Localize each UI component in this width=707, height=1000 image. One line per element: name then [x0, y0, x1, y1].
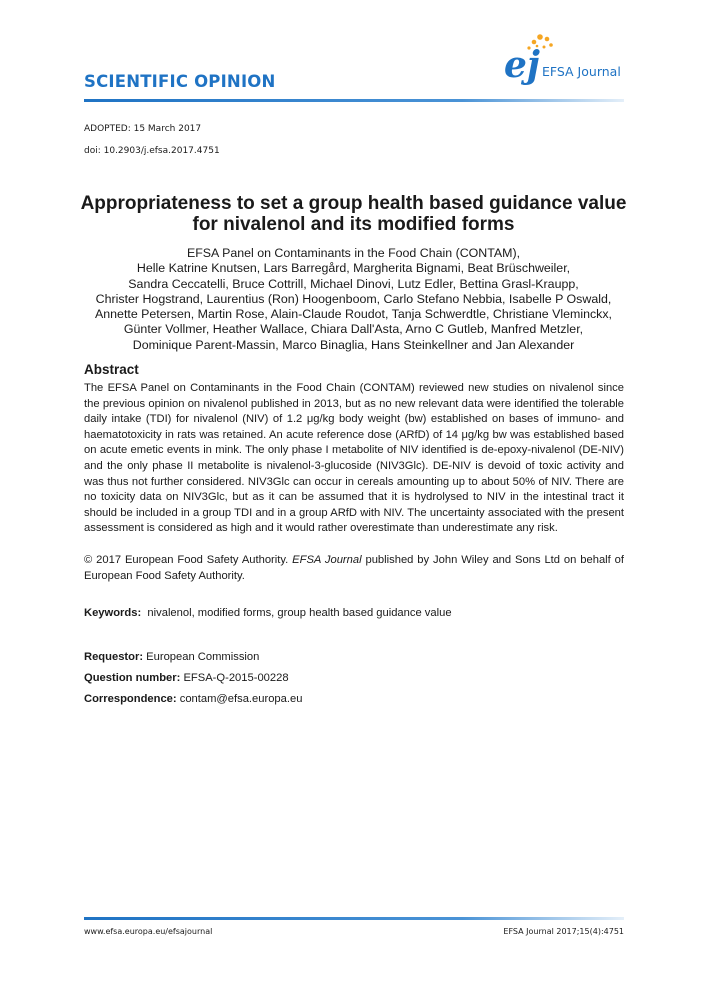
- question-number-value: EFSA-Q-2015-00228: [183, 672, 289, 684]
- logo-star-dot: [549, 43, 553, 47]
- footer-divider: [84, 917, 624, 920]
- requestor: [84, 650, 259, 665]
- correspondence-label: Correspondence:: [84, 693, 177, 705]
- section-title: SCIENTIFIC OPINION: [84, 72, 276, 91]
- author-line: Günter Vollmer, Heather Wallace, Chiara Dall'Asta, Arno C Gutleb, Manfred Metzler,: [123, 322, 584, 337]
- correspondence-email[interactable]: contam@efsa.europa.eu: [179, 693, 303, 705]
- logo-star-dot: [537, 34, 543, 40]
- copyright-suffix: published by John Wiley and Sons Ltd on behalf of European Food Safety Authority.: [84, 554, 625, 582]
- requestor-label: Requestor:: [84, 651, 144, 663]
- author-line: Sandra Ceccatelli, Bruce Cottrill, Michael Dinovi, Lutz Edler, Bettina Grasl-Kraupp,: [128, 276, 579, 291]
- abstract-text: The EFSA Panel on Contaminants in the Food Chain (CONTAM) reviewed new studies on nivalenol since the previous opinion on nivalenol published in 2013, but as no new relevant data were identified the tolerable daily intake (TDI) for nivalenol (NIV) of 1.2 μg/kg body weight (bw) established on bases of immuno- and haematotoxicity in rats was retained. An acute reference dose (ARfD) of 14 μg/kg bw was established based on acute emetic events in mink. The only phase I metabolite of NIV identified is de-epoxy-nivalenol (DE-NIV) and the only phase II metabolite is nivalenol-3-glucoside (NIV3Glc). DE-NIV is devoid of toxic activity and was thus not further considered. NIV3Glc can occur in cereals amounting up to about 50% of NIV. There are no toxicity data on NIV3Glc, but as it can be assumed that it is hydrolysed to NIV in the intestinal tract it should be included in a group TDI and in a group ARfD with NIV. The uncertainty associated with the present assessment is considered as high and it would rather overestimate than underestimate any risk.: [84, 382, 624, 535]
- author-line: Helle Katrine Knutsen, Lars Barregård, Margherita Bignami, Beat Brüschweiler,: [136, 261, 571, 276]
- keywords: [84, 606, 452, 621]
- copyright-notice: [84, 553, 624, 584]
- paper-title: [60, 193, 647, 235]
- author-line: Annette Petersen, Martin Rose, Alain-Claude Roudot, Tanja Schwerdtle, Christiane Vleminckx,: [95, 307, 612, 322]
- abstract-heading: Abstract: [84, 362, 139, 377]
- doi: doi: 10.2903/j.efsa.2017.4751: [84, 146, 220, 156]
- question-number-label: Question number:: [84, 672, 181, 684]
- author-line: Dominique Parent-Massin, Marco Binaglia, Hans Steinkellner and Jan Alexander: [132, 337, 575, 352]
- title-line: Appropriateness to set a group health based guidance value: [80, 193, 627, 214]
- keywords-label: Keywords:: [84, 607, 142, 619]
- author-line: Christer Hogstrand, Laurentius (Ron) Hoogenboom, Carlo Stefano Nebbia, Isabelle P Oswald,: [95, 291, 612, 306]
- efsa-logo-graphic: [500, 30, 630, 92]
- footer-citation: EFSA Journal 2017;15(4):4751: [503, 927, 624, 936]
- author-list: [60, 246, 647, 353]
- author-line: EFSA Panel on Contaminants in the Food Chain (CONTAM),: [186, 246, 521, 260]
- adopted-date: ADOPTED: 15 March 2017: [84, 124, 202, 134]
- efsa-journal-logo: [500, 30, 630, 92]
- logo-star-dot: [543, 46, 546, 49]
- requestor-value: European Commission: [146, 651, 260, 663]
- logo-ej-mark: ej: [504, 44, 540, 86]
- correspondence: [84, 692, 302, 707]
- logo-star-dot: [545, 37, 550, 42]
- footer-url[interactable]: www.efsa.europa.eu/efsajournal: [84, 927, 213, 936]
- header-divider: [84, 99, 624, 102]
- copyright-journal: EFSA Journal: [292, 554, 362, 566]
- title-line: for nivalenol and its modified forms: [192, 214, 515, 235]
- logo-journal-text: EFSA Journal: [542, 64, 621, 79]
- copyright-prefix: © 2017 European Food Safety Authority.: [84, 554, 293, 566]
- keywords-value: nivalenol, modified forms, group health based guidance value: [147, 607, 452, 619]
- question-number: [84, 671, 289, 686]
